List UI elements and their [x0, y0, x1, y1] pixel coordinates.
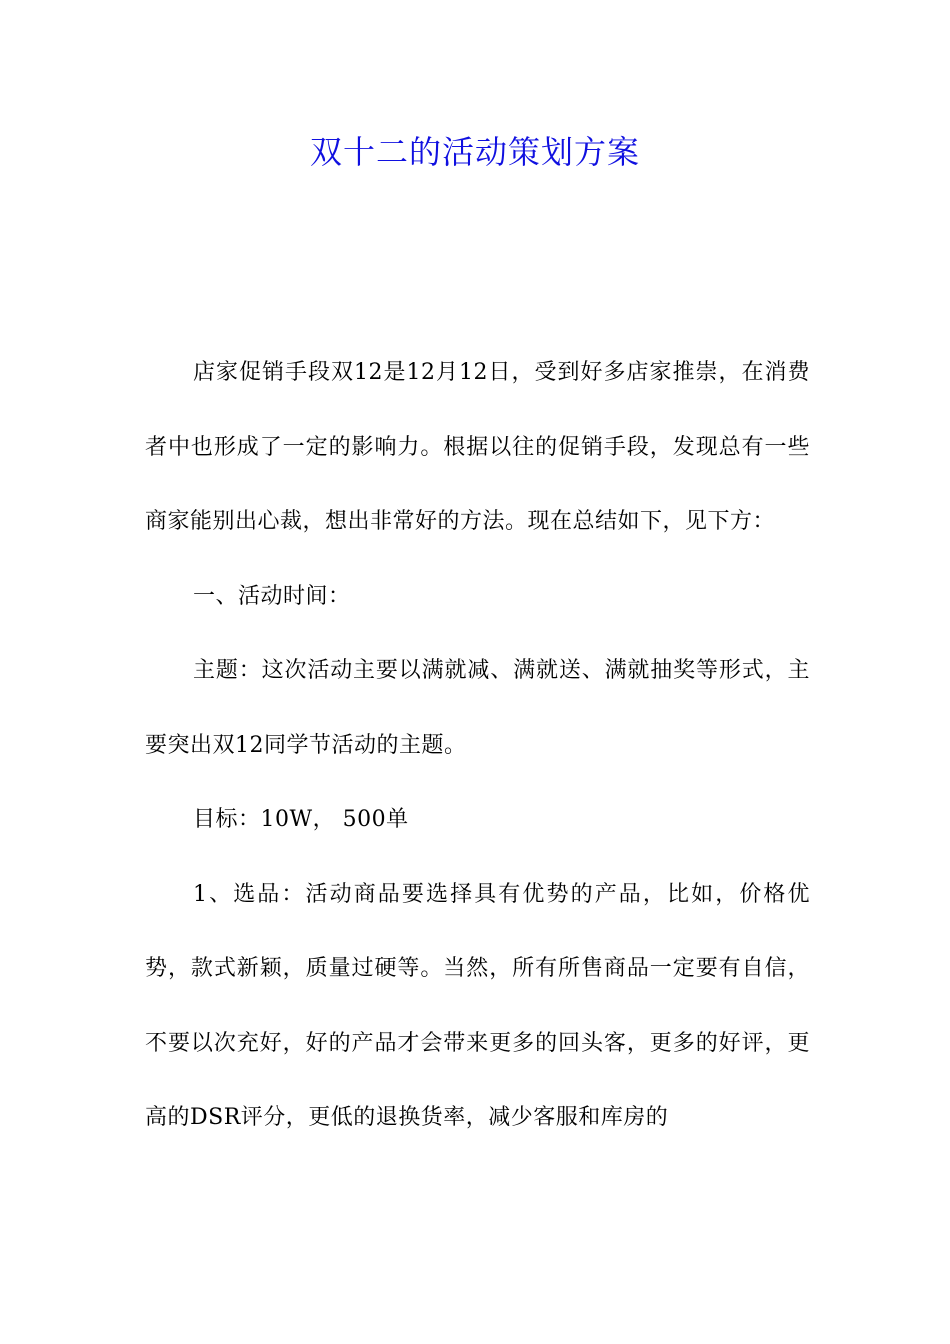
paragraph-intro: 店家促销手段双12是12月12日，受到好多店家推崇，在消费者中也形成了一定的影响力。根据以往的促销手段，发现总有一些商家能别出心裁，想出非常好的方法。现在总结如下，见下方：: [145, 360, 810, 534]
paragraph-theme: 主题：这次活动主要以满就减、满就送、满就抽奖等形式，主要突出双12同学节活动的主题。: [145, 658, 810, 758]
paragraph-product-selection: 1、选品：活动商品要选择具有优势的产品，比如，价格优势，款式新颖，质量过硬等。当然，所有所售商品一定要有自信，不要以次充好，好的产品才会带来更多的回头客，更多的好评，更高的DSR评分，更低的退换货率，减少客服和库房的: [145, 881, 810, 1130]
document-title: 双十二的活动策划方案: [309, 133, 640, 171]
paragraph-section-heading: 一、活动时间：: [193, 583, 351, 609]
document-body: [145, 336, 810, 1156]
paragraph-goal: 目标：10W， 500单: [193, 807, 409, 832]
